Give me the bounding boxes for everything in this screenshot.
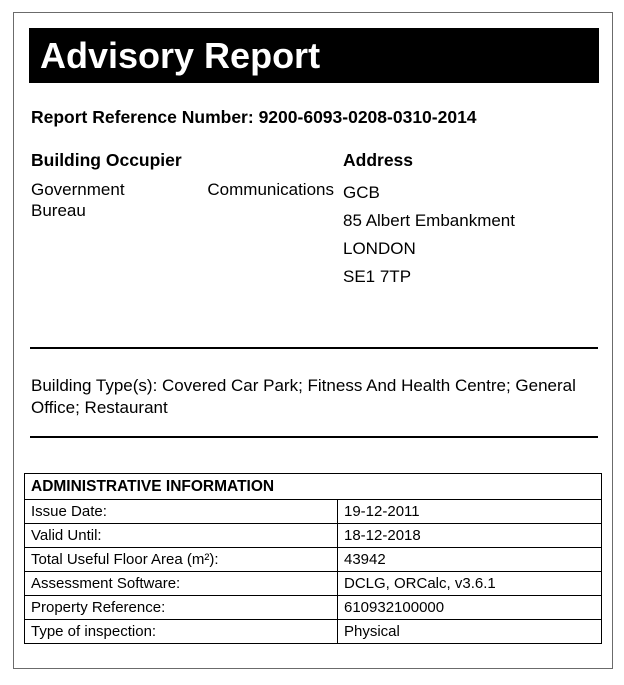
property-reference-value: 610932100000 [338, 596, 602, 620]
property-reference-label: Property Reference: [25, 596, 338, 620]
assessment-software-value: DCLG, ORCalc, v3.6.1 [338, 572, 602, 596]
table-row [25, 548, 602, 572]
issue-date-value: 19-12-2011 [338, 500, 602, 524]
valid-until-value: 18-12-2018 [338, 524, 602, 548]
floor-area-value: 43942 [338, 548, 602, 572]
report-reference [31, 107, 477, 128]
floor-area-label: Total Useful Floor Area (m²): [25, 548, 338, 572]
issue-date-label: Issue Date: [25, 500, 338, 524]
address-line: SE1 7TP [343, 267, 412, 286]
admin-heading: ADMINISTRATIVE INFORMATION [25, 474, 602, 500]
occupier-line-1: Government Communications [31, 180, 334, 199]
occupier-label: Building Occupier [31, 150, 182, 170]
table-header-row [25, 474, 602, 500]
reference-label: Report Reference Number: [31, 107, 254, 127]
address-line: 85 Albert Embankment [343, 211, 515, 230]
occupier-value [31, 179, 334, 221]
inspection-type-value: Physical [338, 620, 602, 644]
divider [30, 436, 598, 438]
reference-number: 9200-6093-0208-0310-2014 [258, 107, 477, 127]
address-lines [343, 179, 515, 291]
building-types: Building Type(s): Covered Car Park; Fitness And Health Centre; General Office; Restaurant [31, 376, 576, 417]
inspection-type-label: Type of inspection: [25, 620, 338, 644]
report-title: Advisory Report [29, 28, 599, 83]
valid-until-label: Valid Until: [25, 524, 338, 548]
assessment-software-label: Assessment Software: [25, 572, 338, 596]
table-row [25, 572, 602, 596]
table-row [25, 620, 602, 644]
table-row [25, 524, 602, 548]
occupier-line-2: Bureau [31, 201, 86, 220]
divider [30, 347, 598, 349]
address-label: Address [343, 150, 414, 170]
administrative-info-table [24, 473, 602, 644]
table-row [25, 500, 602, 524]
address-line: GCB [343, 183, 380, 202]
table-row [25, 596, 602, 620]
address-line: LONDON [343, 239, 416, 258]
